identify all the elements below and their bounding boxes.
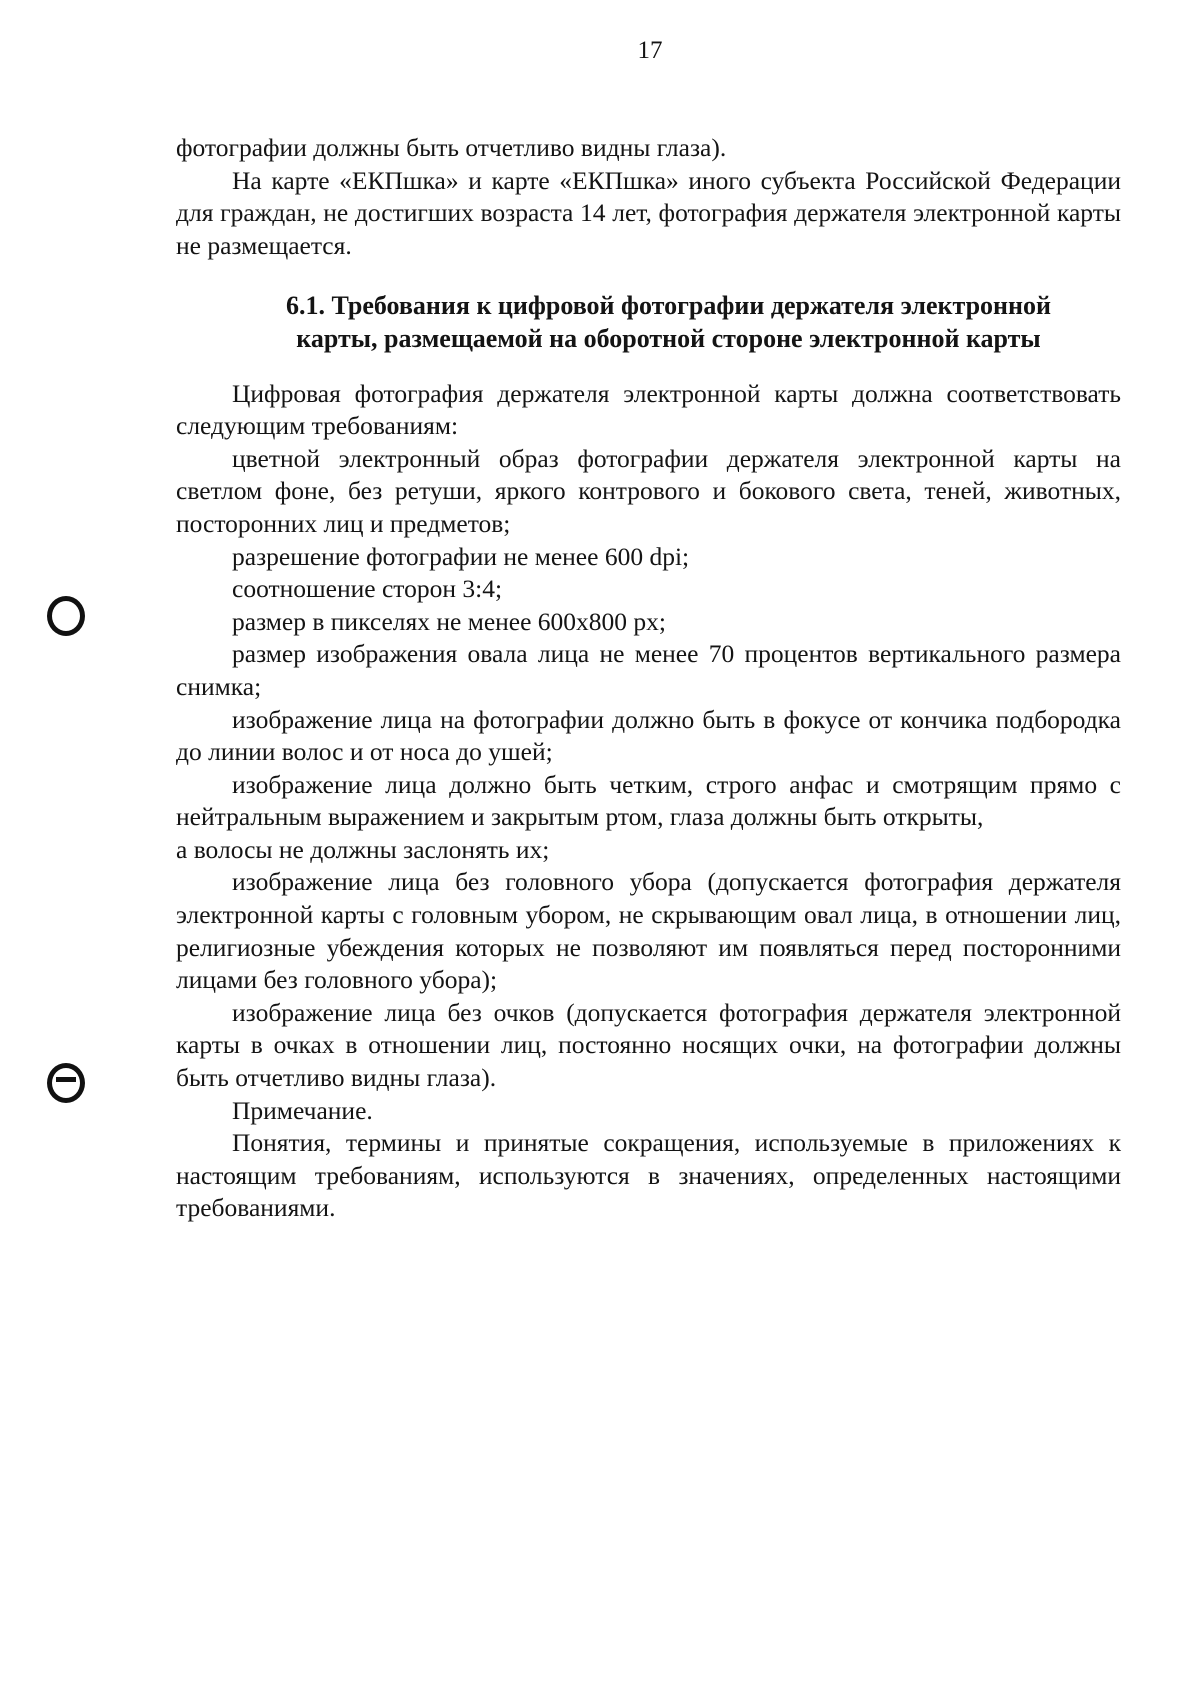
requirement-aspect-ratio: соотношение сторон 3:4; bbox=[232, 574, 503, 604]
requirement-hair: а волосы не должны заслонять их; bbox=[176, 834, 550, 864]
section-heading-line-1: 6.1. Требования к цифровой фотографии держателя электронной bbox=[286, 291, 1051, 321]
requirement-resolution: разрешение фотографии не менее 600 dpi; bbox=[232, 541, 690, 571]
requirement-no-glasses: изображение лица без очков (допускается фотография держателя электронной карты в очках в отношении лиц, постоянно носящих очки, на фотографии должны быть отчетливо видны глаза). bbox=[176, 997, 1121, 1093]
punch-hole-bottom bbox=[47, 1063, 85, 1103]
requirement-pixel-size: размер в пикселях не менее 600x800 px; bbox=[232, 606, 667, 636]
paragraph-continuation: фотографии должны быть отчетливо видны глаза). bbox=[176, 133, 727, 162]
paragraph-ekpshka-photo: На карте «ЕКПшка» и карте «ЕКПшка» иного субъекта Российской Федерации для граждан, не достигших возраста 14 лет, фотография держателя электронной карты не размещается. bbox=[176, 165, 1121, 260]
requirement-focus: изображение лица на фотографии должно быть в фокусе от кончика подбородка до линии волос и от носа до ушей; bbox=[176, 704, 1121, 767]
requirement-face-oval-size: размер изображения овала лица не менее 70 процентов вертикального размера снимка; bbox=[176, 639, 1121, 701]
section-heading bbox=[176, 290, 1121, 355]
note-label: Примечание. bbox=[232, 1095, 373, 1125]
requirement-color-image: цветной электронный образ фотографии держателя электронной карты на светлом фоне, без ретуши, яркого контрового и бокового света, теней, животных, посторонних лиц и предметов; bbox=[176, 443, 1121, 538]
requirement-sharpness: изображение лица должно быть четким, строго анфас и смотрящим прямо с нейтральным выражением и закрытым ртом, глаза должны быть открыты, bbox=[176, 769, 1121, 832]
note-text: Понятия, термины и принятые сокращения, используемые в приложениях к настоящим требованиям, используются в значениях, определенных настоящими требованиями. bbox=[176, 1128, 1121, 1223]
page-number: 17 bbox=[637, 37, 663, 64]
document-body bbox=[176, 132, 1121, 1225]
paragraph-requirements-intro: Цифровая фотография держателя электронной карты должна соответствовать следующим требованиям: bbox=[176, 378, 1121, 441]
requirement-no-headwear: изображение лица без головного убора (допускается фотография держателя электронной карты с головным убором, не скрывающим овал лица, в отношении лиц, религиозные убеждения которых не позволяют им появляться перед посторонними лицами без головного убора); bbox=[176, 867, 1121, 995]
punch-hole-top bbox=[47, 596, 85, 636]
section-heading-line-2: карты, размещаемой на оборотной стороне электронной карты bbox=[296, 323, 1041, 353]
